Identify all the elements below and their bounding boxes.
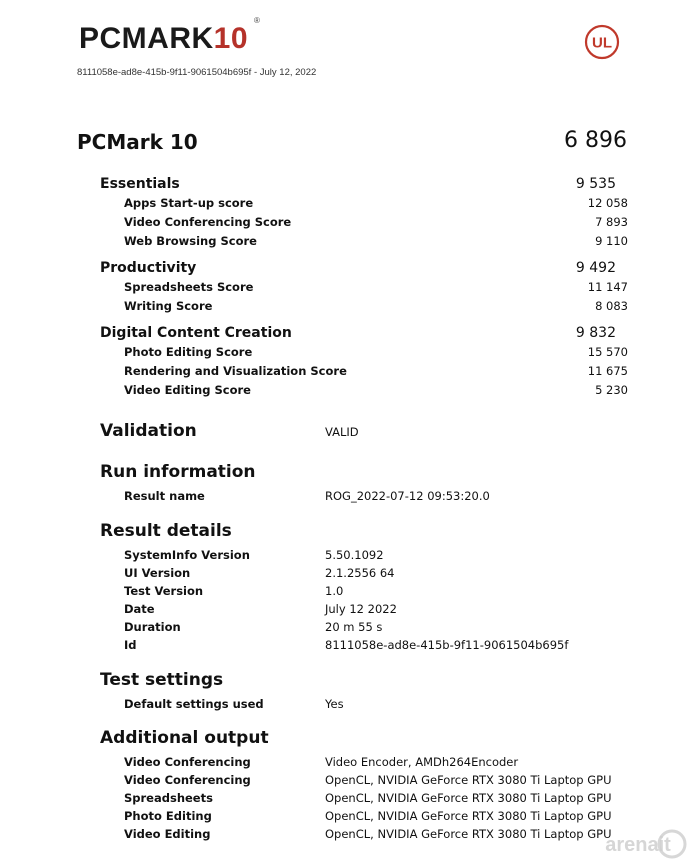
detail-label: Id [124, 638, 137, 652]
pcmark-logo [79, 22, 248, 56]
setting-value: Yes [325, 697, 344, 711]
info-value: ROG_2022-07-12 09:53:20.0 [325, 489, 490, 503]
watermark-text: arenait [605, 834, 671, 856]
output-value: OpenCL, NVIDIA GeForce RTX 3080 Ti Laptop GPU [325, 827, 612, 841]
subscore-label: Video Editing Score [124, 383, 251, 397]
subscore-value: 7 893 [595, 215, 628, 229]
subscore-label: Web Browsing Score [124, 234, 257, 248]
subscore-value: 11 147 [587, 280, 628, 294]
subscore-value: 11 675 [587, 364, 628, 378]
output-value: OpenCL, NVIDIA GeForce RTX 3080 Ti Laptop GPU [325, 809, 612, 823]
detail-value: 8111058e-ad8e-415b-9f11-9061504b695f [325, 638, 569, 652]
arenait-watermark-logo [592, 826, 692, 862]
result-details-title: Result details [100, 521, 232, 541]
detail-label: SystemInfo Version [124, 548, 250, 562]
subscore-label: Apps Start-up score [124, 196, 254, 210]
output-value: OpenCL, NVIDIA GeForce RTX 3080 Ti Laptop GPU [325, 791, 612, 805]
subscore-label: Photo Editing Score [124, 345, 253, 359]
output-label: Spreadsheets [124, 791, 213, 805]
detail-label: UI Version [124, 566, 191, 580]
subscore-value: 15 570 [587, 345, 628, 359]
ul-logo-icon [584, 24, 620, 60]
run-information-title: Run information [100, 462, 256, 482]
logo-ten-text: 10 [213, 22, 249, 55]
validation-title: Validation [100, 421, 197, 441]
output-value: Video Encoder, AMDh264Encoder [325, 755, 519, 769]
group-score-productivity: 9 492 [575, 260, 616, 276]
test-settings-title: Test settings [100, 670, 224, 690]
output-label: Video Conferencing [124, 773, 251, 787]
detail-label: Date [124, 602, 155, 616]
subscore-value: 5 230 [595, 383, 628, 397]
group-name-digital-content-creation: Digital Content Creation [100, 325, 292, 341]
output-label: Video Editing [124, 827, 211, 841]
detail-value: 1.0 [325, 584, 344, 598]
detail-value: 20 m 55 s [325, 620, 383, 634]
registered-mark: ® [254, 16, 260, 25]
ul-logo-text: UL [592, 34, 612, 52]
result-id-date-line: 8111058e-ad8e-415b-9f11-9061504b695f - July 12, 2022 [77, 67, 317, 78]
group-score-essentials: 9 535 [575, 176, 616, 192]
pcmark-overall-score: 6 896 [564, 128, 627, 153]
subscore-label: Rendering and Visualization Score [124, 364, 347, 378]
output-label: Video Conferencing [124, 755, 251, 769]
detail-value: 2.1.2556 64 [325, 566, 395, 580]
detail-value: 5.50.1092 [325, 548, 384, 562]
group-score-digital-content-creation: 9 832 [575, 325, 616, 341]
group-name-essentials: Essentials [100, 176, 180, 192]
validation-status: VALID [325, 425, 359, 439]
logo-main-text: PCMARK [79, 22, 214, 55]
subscore-label: Writing Score [124, 299, 213, 313]
setting-label: Default settings used [124, 697, 264, 711]
subscore-value: 8 083 [595, 299, 628, 313]
subscore-value: 9 110 [595, 234, 628, 248]
detail-label: Test Version [124, 584, 204, 598]
output-label: Photo Editing [124, 809, 212, 823]
additional-output-title: Additional output [100, 728, 269, 748]
pcmark-title: PCMark 10 [77, 130, 198, 154]
output-value: OpenCL, NVIDIA GeForce RTX 3080 Ti Laptop GPU [325, 773, 612, 787]
subscore-value: 12 058 [587, 196, 628, 210]
detail-label: Duration [124, 620, 181, 634]
subscore-label: Spreadsheets Score [124, 280, 254, 294]
info-label: Result name [124, 489, 205, 503]
detail-value: July 12 2022 [325, 602, 397, 616]
subscore-label: Video Conferencing Score [124, 215, 292, 229]
group-name-productivity: Productivity [100, 260, 197, 276]
